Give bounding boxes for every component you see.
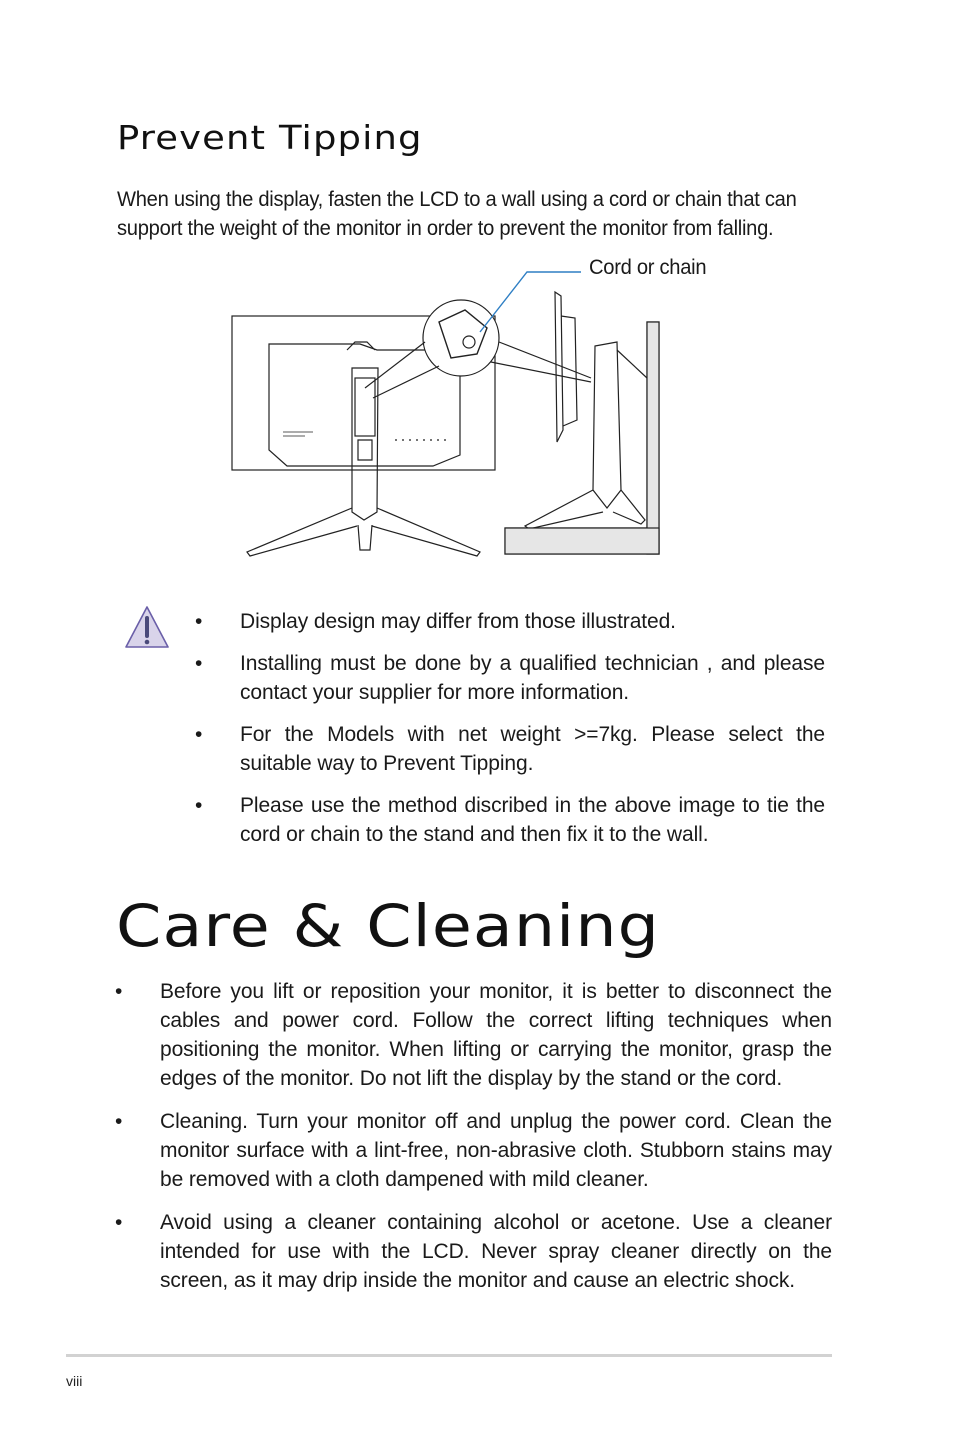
care-item <box>115 1208 832 1295</box>
cord-or-chain-label: Cord or chain <box>589 256 707 279</box>
note-text: Installing must be done by a qualified technician , and please contact your supplier for more information. <box>240 652 825 704</box>
note-item <box>195 649 825 707</box>
care-text: Before you lift or reposition your monitor, it is better to disconnect the cables and power cord. Follow the correct lifting techniques when positioning the monitor. When lifting or carrying the monitor, grasp the edges of the monitor. Do not lift the display by the stand or the cord. <box>160 980 832 1090</box>
note-item <box>195 607 825 636</box>
bullet-mark: • <box>195 652 203 675</box>
note-text: Display design may differ from those illustrated. <box>240 610 676 633</box>
bullet-mark: • <box>115 980 123 1003</box>
note-text: Please use the method discribed in the above image to tie the cord or chain to the stand and then fix it to the wall. <box>240 794 825 846</box>
bullet-mark: • <box>195 610 203 633</box>
care-item <box>115 977 832 1093</box>
care-text: Avoid using a cleaner containing alcohol or acetone. Use a cleaner intended for use with the LCD. Never spray cleaner directly on the screen, as it may drip inside the monitor and cause an electric shock. <box>160 1211 832 1292</box>
footer-rule <box>66 1354 832 1357</box>
care-text: Cleaning. Turn your monitor off and unplug the power cord. Clean the monitor surface with a lint-free, non-abrasive cloth. Stubborn stains may be removed with a cloth dampened with mild cleaner. <box>160 1110 832 1191</box>
warning-triangle-icon <box>124 604 170 650</box>
page-number: viii <box>66 1373 83 1389</box>
section-heading-prevent-tipping: Prevent Tipping <box>117 118 423 157</box>
care-item <box>115 1107 832 1194</box>
note-text: For the Models with net weight >=7kg. Please select the suitable way to Prevent Tipping. <box>240 723 825 775</box>
bullet-mark: • <box>195 794 203 817</box>
note-item <box>195 791 825 849</box>
monitor-wall-diagram <box>225 250 725 570</box>
section-heading-care-cleaning: Care & Cleaning <box>116 892 660 960</box>
care-list <box>115 977 832 1309</box>
tipping-illustration <box>225 250 725 570</box>
bullet-mark: • <box>195 723 203 746</box>
bullet-mark: • <box>115 1110 123 1133</box>
bullet-mark: • <box>115 1211 123 1234</box>
note-item <box>195 720 825 778</box>
intro-paragraph: When using the display, fasten the LCD to a wall using a cord or chain that can support the weight of the monitor in order to prevent the monitor from falling. <box>117 188 797 240</box>
notes-list <box>195 607 825 862</box>
